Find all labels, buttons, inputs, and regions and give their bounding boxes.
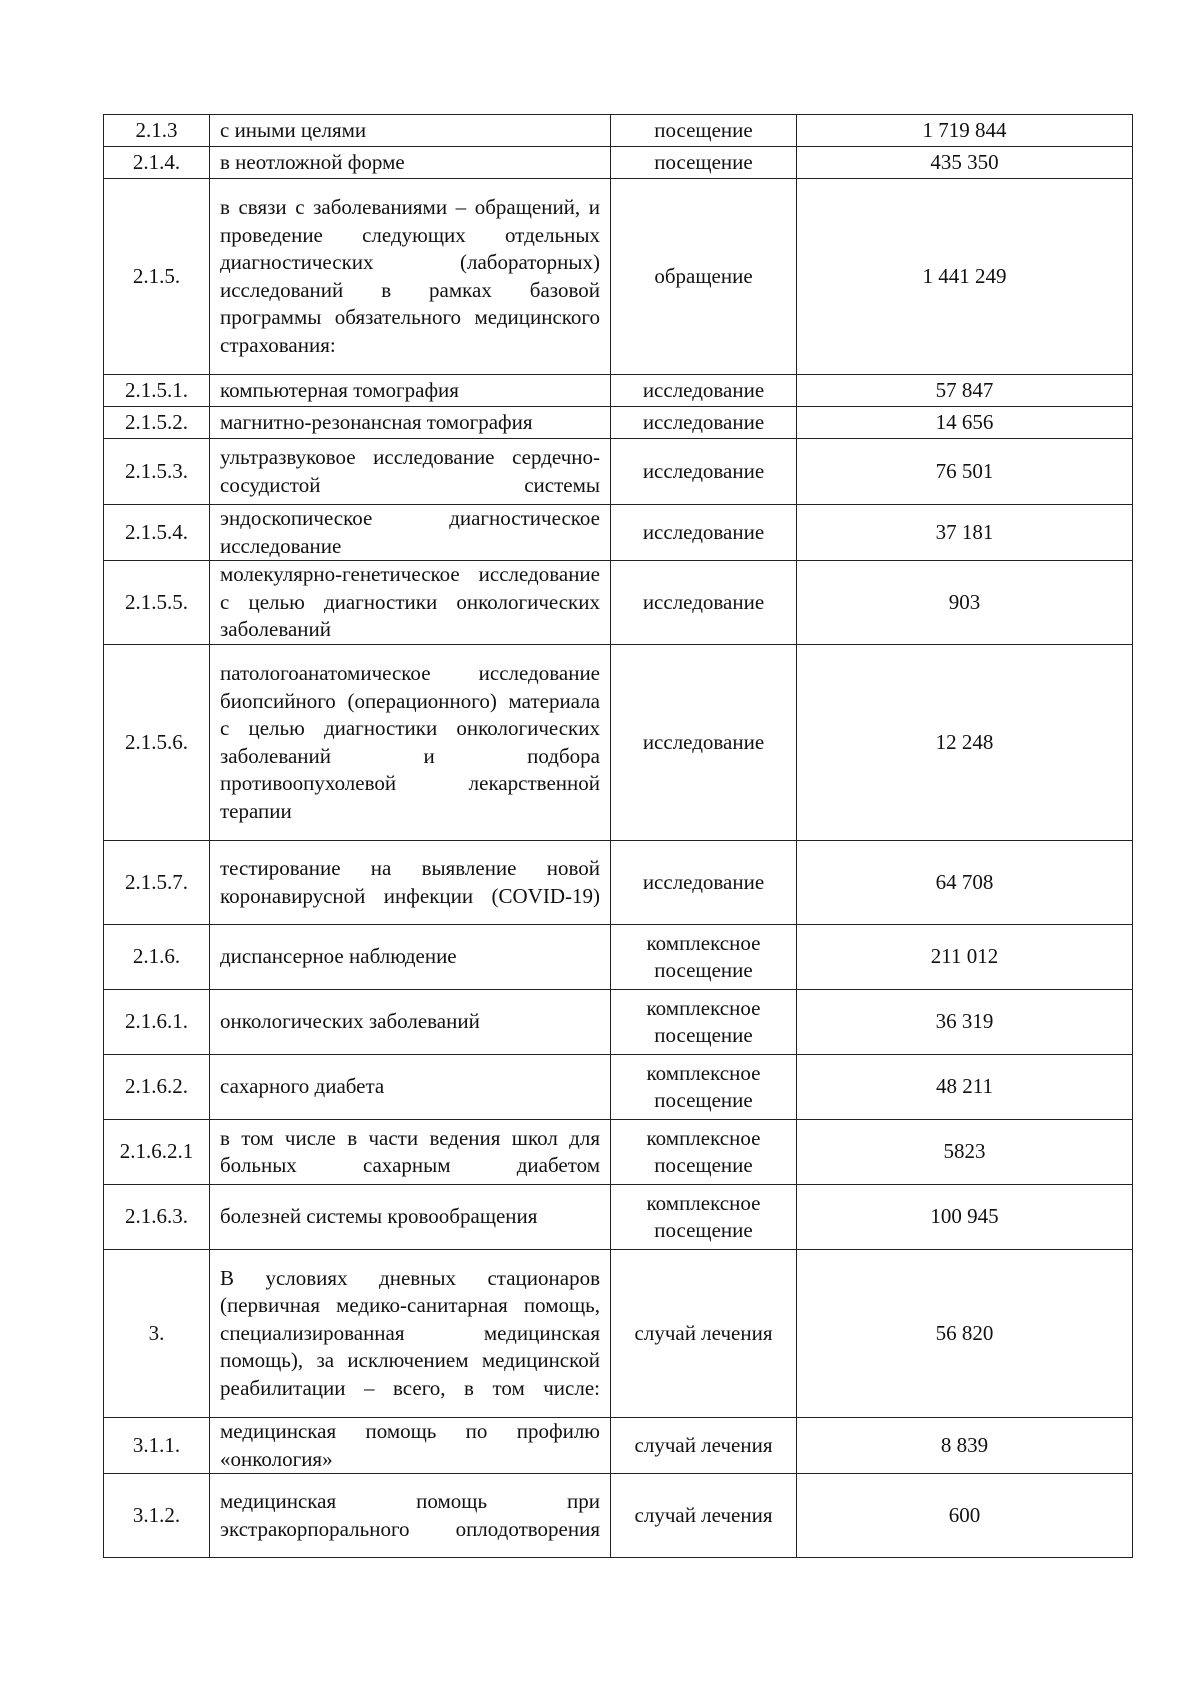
row-number: 3. [104,1250,210,1418]
row-name: магнитно-резонансная томография [210,407,611,439]
row-unit: обращение [611,179,797,375]
row-number: 2.1.5.2. [104,407,210,439]
row-value: 14 656 [797,407,1133,439]
table-row [104,1185,1133,1250]
row-name: тестирование на выявление новой коронавирусной инфекции (COVID-19) [210,841,611,925]
row-unit: комплексное посещение [611,990,797,1055]
row-value: 100 945 [797,1185,1133,1250]
row-name: медицинская помощь по профилю «онкология» [210,1418,611,1474]
row-value: 1 441 249 [797,179,1133,375]
row-unit: комплексное посещение [611,1055,797,1120]
row-value: 1 719 844 [797,115,1133,147]
row-name: эндоскопическое диагностическое исследование [210,505,611,561]
table-row [104,179,1133,375]
row-value: 57 847 [797,375,1133,407]
row-value: 37 181 [797,505,1133,561]
row-number: 3.1.1. [104,1418,210,1474]
table-row [104,1120,1133,1185]
table-row [104,561,1133,645]
row-unit: случай лечения [611,1250,797,1418]
row-number: 2.1.5.5. [104,561,210,645]
row-value: 48 211 [797,1055,1133,1120]
table-row [104,925,1133,990]
row-number: 2.1.6.3. [104,1185,210,1250]
row-number: 2.1.6.2. [104,1055,210,1120]
row-value: 76 501 [797,439,1133,505]
row-value: 211 012 [797,925,1133,990]
row-unit: исследование [611,645,797,841]
row-unit: исследование [611,561,797,645]
row-unit: исследование [611,841,797,925]
row-value: 12 248 [797,645,1133,841]
row-unit: исследование [611,505,797,561]
row-name: молекулярно-генетическое исследование с целью диагностики онкологических заболеваний [210,561,611,645]
row-name: онкологических заболеваний [210,990,611,1055]
row-number: 2.1.5.6. [104,645,210,841]
row-name: ультразвуковое исследование сердечно-сосудистой системы [210,439,611,505]
table-row [104,505,1133,561]
table-row [104,375,1133,407]
table-row [104,1250,1133,1418]
row-value: 8 839 [797,1418,1133,1474]
row-number: 2.1.5.3. [104,439,210,505]
row-unit: исследование [611,407,797,439]
row-unit: комплексное посещение [611,925,797,990]
row-value: 5823 [797,1120,1133,1185]
row-name: с иными целями [210,115,611,147]
table-row [104,439,1133,505]
row-number: 2.1.3 [104,115,210,147]
table-row [104,1055,1133,1120]
row-name: сахарного диабета [210,1055,611,1120]
row-unit: исследование [611,375,797,407]
row-name: медицинская помощь при экстракорпорального оплодотворения [210,1474,611,1558]
table-body [104,115,1133,1558]
row-unit: посещение [611,115,797,147]
row-number: 2.1.4. [104,147,210,179]
table-row [104,1418,1133,1474]
row-unit: комплексное посещение [611,1185,797,1250]
row-name: патологоанатомическое исследование биопсийного (операционного) материала с целью диагностики онкологических заболеваний и подбора противоопухолевой лекарственной терапии [210,645,611,841]
row-unit: исследование [611,439,797,505]
row-name: диспансерное наблюдение [210,925,611,990]
row-name: болезней системы кровообращения [210,1185,611,1250]
row-name: компьютерная томография [210,375,611,407]
row-value: 903 [797,561,1133,645]
services-volume-table [103,114,1133,1558]
row-number: 2.1.6.2.1 [104,1120,210,1185]
row-value: 64 708 [797,841,1133,925]
table-row [104,1474,1133,1558]
row-number: 2.1.5.4. [104,505,210,561]
row-value: 600 [797,1474,1133,1558]
table-row [104,115,1133,147]
table-row [104,147,1133,179]
row-number: 2.1.6. [104,925,210,990]
row-number: 2.1.6.1. [104,990,210,1055]
row-unit: комплексное посещение [611,1120,797,1185]
row-number: 2.1.5.1. [104,375,210,407]
table-row [104,841,1133,925]
row-unit: случай лечения [611,1474,797,1558]
row-value: 56 820 [797,1250,1133,1418]
row-unit: посещение [611,147,797,179]
row-number: 2.1.5.7. [104,841,210,925]
row-value: 36 319 [797,990,1133,1055]
row-name: в неотложной форме [210,147,611,179]
row-value: 435 350 [797,147,1133,179]
table-row [104,990,1133,1055]
row-unit: случай лечения [611,1418,797,1474]
row-name: в связи с заболеваниями – обращений, и проведение следующих отдельных диагностических (лабораторных) исследований в рамках базовой программы обязательного медицинского страхования: [210,179,611,375]
row-name: в том числе в части ведения школ для больных сахарным диабетом [210,1120,611,1185]
table-row [104,645,1133,841]
row-number: 2.1.5. [104,179,210,375]
row-number: 3.1.2. [104,1474,210,1558]
table-row [104,407,1133,439]
row-name: В условиях дневных стационаров (первичная медико-санитарная помощь, специализированная медицинская помощь), за исключением медицинской реабилитации – всего, в том числе: [210,1250,611,1418]
